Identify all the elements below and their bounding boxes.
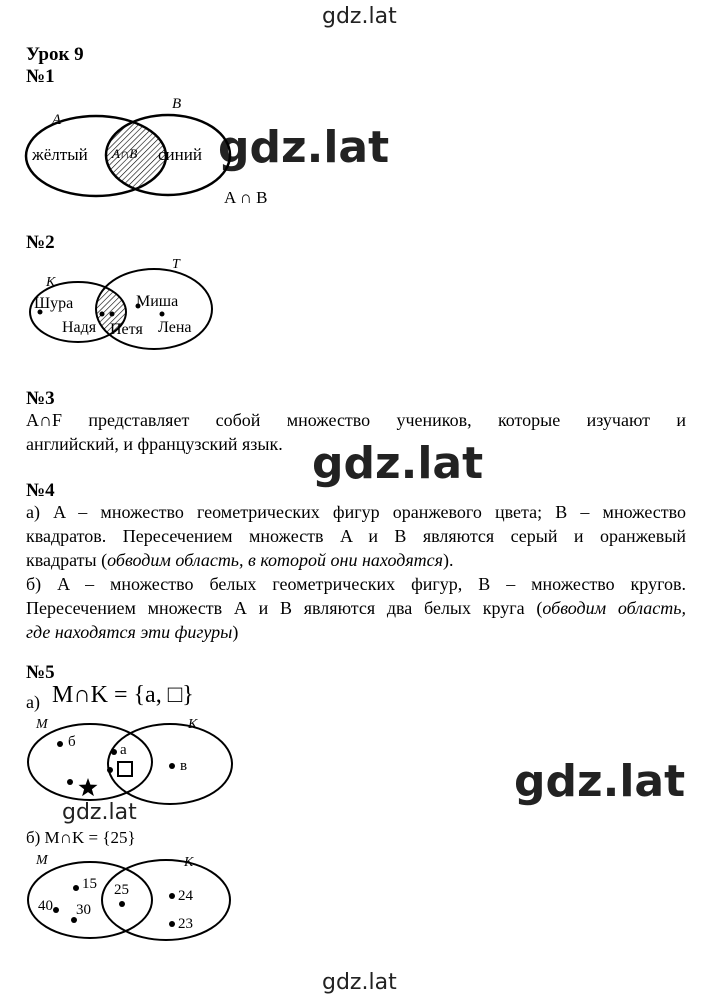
ex2-number: №2 [26,232,55,253]
ex4-a-line3 [26,548,454,572]
ex2-set-t-label: T [172,257,180,272]
ex2-point-lena [160,312,165,317]
square-icon [118,762,132,776]
ex5-b-point-23 [169,921,175,927]
ex4-a-line3-end: ). [443,550,454,570]
ex2-point-petya [110,312,115,317]
star-icon [79,778,98,796]
ex5-b-element-40: 40 [38,898,53,914]
ex1-right-label: синий [158,145,202,164]
ex5-number: №5 [26,662,55,683]
ex5-b-point-15 [73,885,79,891]
lesson-title: Урок 9 [26,44,84,65]
ex5-a-element-a: а [120,742,127,758]
ex2-name-nadya: Надя [62,319,97,336]
ex4-a-line2: квадратов. Пересечением множеств A и B являются серый и оранжевый [26,526,686,546]
ex5-b-element-15: 15 [82,876,97,892]
ex2-venn-diagram [26,254,226,354]
ex2-set-k-label: K [46,275,56,290]
ex4-number: №4 [26,480,55,501]
ex3-line1: A∩F представляет собой множество учеников, которые изучают и [26,410,686,430]
ex2-name-petya: Петя [110,321,143,338]
ex5-a-element-b: б [68,734,76,750]
ex5-b-element-24: 24 [178,888,193,904]
ex4-b-line2-italic: обводим область, [542,598,686,618]
watermark-right-top: gdz.lat [218,122,390,173]
ex1-number: №1 [26,66,55,87]
ex5-a-formula: M∩K = {a, □} [52,682,194,708]
ex5-a-point-b [57,741,63,747]
watermark-right-bottom: gdz.lat [514,756,686,807]
ex1-caption: A ∩ B [224,188,268,207]
ex5-a-point-square [107,767,113,773]
ex2-point-nadya [100,312,105,317]
ex4-b-line3-italic: где находятся эти фигуры [26,622,233,642]
ex1-set-a-label: A [52,112,62,128]
watermark-top: gdz.lat [322,4,397,29]
ex5-b-formula: б) M∩K = {25} [26,828,136,847]
ex5-a-element-v: в [180,758,188,774]
ex4-b-line2 [26,596,686,620]
ex5-b-point-25 [119,901,125,907]
ex2-name-shura: Шура [34,295,74,312]
ex5-a-set-m-label: M [36,717,48,732]
ex3-line2: английский, и французский язык. [26,434,283,454]
ex5-a-set-k-label: K [188,717,198,732]
watermark-bottom: gdz.lat [322,970,397,995]
ex2-name-lena: Лена [158,319,192,336]
ex5-b-point-40 [53,907,59,913]
ex3-number: №3 [26,388,55,409]
ex1-venn-diagram [18,92,258,202]
ex4-a-line3-italic: обводим область, в которой они находятся [107,550,444,570]
ex1-left-label: жёлтый [32,145,88,164]
ex5-a-venn-diagram [24,712,244,812]
ex4-b-line3-end: ) [232,622,239,642]
ex1-set-b-label: B [172,96,182,112]
watermark-middle: gdz.lat [312,438,484,489]
ex5-a-point-v [169,763,175,769]
ex5-b-set-k-label: K [184,855,194,870]
ex5-b-element-23: 23 [178,916,193,932]
ex5-a-prefix: а) [26,692,40,712]
ex5-b-point-24 [169,893,175,899]
ex5-b-element-25: 25 [114,882,129,898]
ex4-b-line2-plain: Пересечением множеств А и В являются два белых круга ( [26,598,543,618]
ex4-a-line1: а) A – множество геометрических фигур оранжевого цвета; B – множество [26,502,686,522]
ex5-b-venn-diagram [24,848,244,954]
ex5-a-point-a [111,749,117,755]
ex4-b-line3 [26,620,238,644]
ex4-b-line1: б) A – множество белых геометрических фигур, B – множество кругов. [26,574,686,594]
ex2-name-misha: Миша [136,293,179,310]
watermark-under-diagram: gdz.lat [62,800,137,825]
ex1-intersection-label: A∩B [112,146,138,161]
ex5-b-set-m-label: M [36,853,48,868]
ex5-b-element-30: 30 [76,902,91,918]
ex5-b-set-k-ellipse [102,860,230,940]
ex4-a-line3-plain: квадраты ( [26,550,108,570]
ex5-a-point-star [67,779,73,785]
